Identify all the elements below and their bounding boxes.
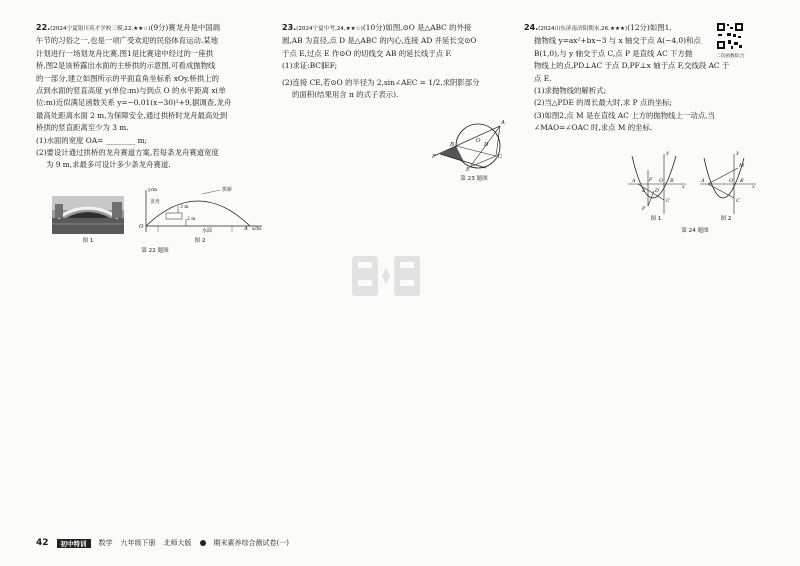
brand-badge: 初中特训 bbox=[57, 539, 91, 548]
question-22 bbox=[36, 22, 272, 172]
page-footer bbox=[36, 538, 289, 548]
label-c: C bbox=[498, 154, 503, 160]
question-line: ∠MAO=∠OAC 时,求点 M 的坐标. bbox=[534, 123, 653, 133]
figure-caption: 图 2 bbox=[194, 238, 206, 244]
question-23 bbox=[282, 22, 514, 101]
x-label: x bbox=[682, 184, 685, 190]
boat-label: 龙舟 bbox=[150, 199, 161, 205]
label-m: M bbox=[739, 163, 745, 169]
y-axis-label: y/m bbox=[148, 187, 158, 193]
label-o: O bbox=[659, 178, 664, 184]
question-line: (10分)如图,⊙O 是△ABC 的外接 bbox=[362, 23, 472, 32]
question-source: (2024山东济南济阳期末,26,★★★) bbox=[538, 26, 628, 32]
label-f: F bbox=[649, 177, 653, 183]
circle-diagram bbox=[430, 116, 512, 174]
part-2: (2)要设计通过拱桥的龙舟赛道方案,若每条龙舟赛道宽度 bbox=[36, 148, 219, 158]
figure-caption: 图 2 bbox=[720, 216, 732, 222]
bullet-icon bbox=[200, 540, 206, 546]
question-line: B(1,0),与 y 轴交于点 C,点 P 是直线 AC 下方抛 bbox=[534, 48, 693, 58]
question-number: 23. bbox=[282, 23, 297, 32]
x-axis-label: x/m bbox=[252, 226, 262, 232]
boat-2m-label: 2 m bbox=[187, 217, 196, 222]
label-o: O bbox=[729, 178, 734, 184]
label-e: E bbox=[466, 167, 471, 173]
question-line: 位:m)近似满足函数关系 y=−0.01(x−30)²+9,据调查,龙舟 bbox=[36, 98, 232, 108]
page-number: 42 bbox=[36, 538, 49, 548]
gap-3m-label: 3 m bbox=[180, 205, 189, 210]
water-label: 水面 bbox=[202, 228, 213, 234]
question-number: 24. bbox=[524, 23, 539, 32]
question-line: 圆,AB 为直径,点 D 是△ABC 的内心,连接 AD 并延长交⊙O bbox=[282, 36, 477, 46]
question-source: (2024宁夏中考,24,★★☆) bbox=[296, 26, 363, 32]
question-line: 于点 E,过点 E 作⊙O 的切线交 AB 的延长线于点 F. bbox=[282, 48, 452, 58]
subject: 数学 bbox=[98, 539, 113, 547]
question-caption: 第 24 题图 bbox=[681, 228, 709, 234]
qr-caption: 二次函数综合 bbox=[715, 54, 745, 59]
question-source: (2024宁夏银川英才学校三模,22,★★☆) bbox=[50, 26, 151, 32]
figure-caption: 图 1 bbox=[650, 216, 662, 222]
arch-diagram bbox=[138, 188, 266, 234]
grade: 九年级下册 bbox=[120, 539, 156, 547]
part-2-cont: 为 9 m,求最多可设计多少条龙舟赛道. bbox=[46, 160, 171, 170]
question-line: (1)求证:BC∥EF; bbox=[282, 61, 338, 71]
question-line: 物线上的点,PD⊥AC 于点 D,PF⊥x 轴于点 F,交线段 AC 于 bbox=[534, 61, 730, 71]
question-caption: 第 22 题图 bbox=[141, 248, 169, 254]
question-line: (1)求抛物线的解析式; bbox=[534, 86, 607, 96]
question-line: 抛物线 y=ax²+bx−3 与 x 轴交于点 A(−4,0)和点 bbox=[534, 36, 701, 46]
question-line: 点 E. bbox=[534, 73, 552, 83]
origin-label: O bbox=[139, 224, 144, 230]
x-label: x bbox=[752, 184, 755, 190]
label-b: B bbox=[450, 142, 455, 148]
watermark-logo bbox=[350, 252, 422, 300]
label-a: A bbox=[501, 120, 505, 126]
question-number: 22. bbox=[36, 23, 51, 32]
label-b: B bbox=[740, 178, 744, 184]
label-d: D bbox=[484, 142, 489, 148]
question-line: 的面积(结果用含 π 的式子表示). bbox=[292, 90, 399, 100]
bridge-photo bbox=[52, 196, 124, 234]
question-line: (2)连接 CE,若⊙O 的半径为 2,sin∠AEC = 1/2,求阴影部分 bbox=[282, 77, 480, 87]
parabola-figure-1 bbox=[626, 150, 688, 216]
question-line: (3)如图2,点 M 是在直线 AC 上方的抛物线上一动点,当 bbox=[534, 110, 715, 120]
part-1: (1)水面的宽度 OA= ________ m; bbox=[36, 135, 148, 145]
question-line: 桥,图2是该桥露出水面的主桥拱的示意图,可看成抛物线 bbox=[36, 61, 216, 71]
label-p: P bbox=[642, 206, 646, 212]
label-a: A bbox=[701, 178, 705, 184]
edition: 北师大版 bbox=[163, 539, 192, 547]
question-line: 的一部分,建立如图所示的平面直角坐标系 xOy,桥拱上的 bbox=[36, 73, 220, 83]
question-line: 点到水面的竖直高度 y(单位:m)与到点 O 的水平距离 x(单 bbox=[36, 86, 226, 96]
question-line: (9分)赛龙舟是中国端 bbox=[150, 23, 221, 32]
question-line: (12分)如图1, bbox=[627, 23, 672, 32]
label-d: D bbox=[655, 188, 660, 194]
parabola-figure-2 bbox=[698, 150, 758, 216]
question-caption: 第 23 题图 bbox=[460, 176, 488, 182]
question-line: 桥拱的竖直距离至少为 3 m. bbox=[36, 123, 129, 133]
y-label: y bbox=[666, 150, 669, 156]
label-f: F bbox=[432, 154, 436, 160]
question-line: 午节的习俗之一,也是一项广受欢迎的民俗体育运动.某地 bbox=[36, 36, 219, 46]
question-line: 计划进行一场划龙舟比赛,图1是比赛途中经过的一座拱 bbox=[36, 48, 214, 58]
arch-label: 拱桥 bbox=[222, 187, 233, 193]
y-label: y bbox=[736, 150, 739, 156]
qr-code[interactable] bbox=[716, 22, 744, 50]
point-a-label: A bbox=[244, 226, 248, 232]
test-title: 期末素养综合测试卷(一) bbox=[213, 539, 289, 547]
label-c: C bbox=[666, 198, 670, 204]
label-o: O bbox=[476, 138, 481, 144]
figure-caption: 图 1 bbox=[82, 238, 94, 244]
label-c: C bbox=[736, 198, 740, 204]
label-a: A bbox=[632, 178, 636, 184]
question-line: (2)当△PDE 的周长最大时,求 P 点的坐标; bbox=[534, 98, 672, 108]
question-line: 最高处距离水面 2 m,为保障安全,通过拱桥时龙舟最高处到 bbox=[36, 110, 228, 120]
label-e: E bbox=[642, 188, 646, 194]
label-b: B bbox=[670, 178, 674, 184]
